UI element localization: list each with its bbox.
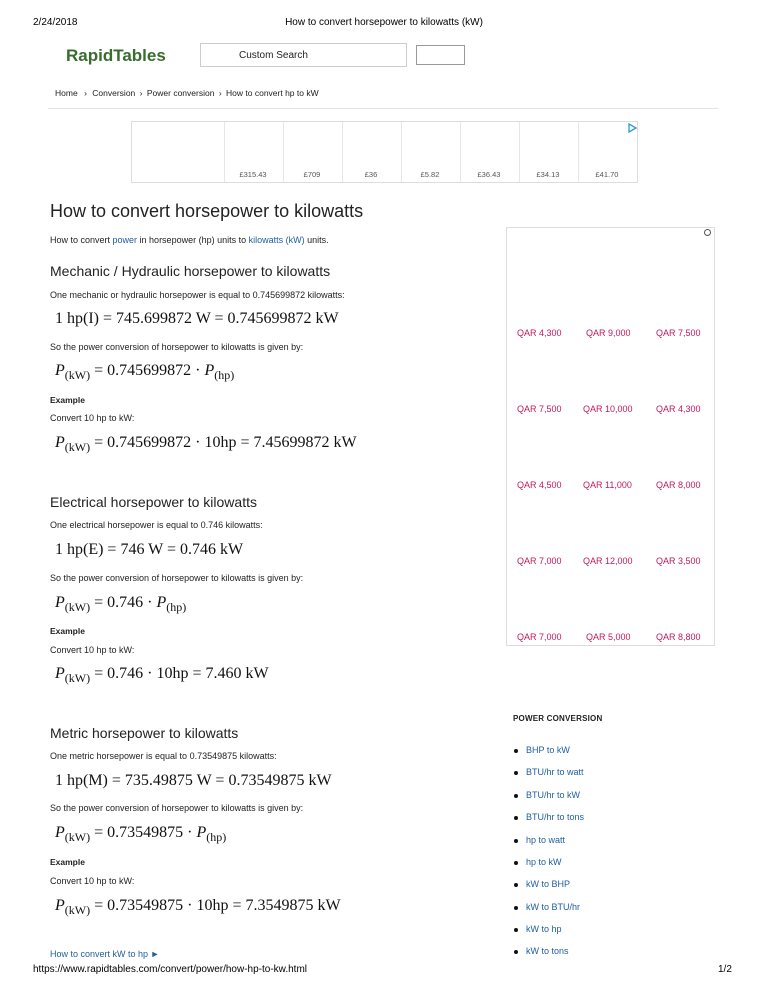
- sidebar-item-btu-hr-to-tons[interactable]: BTU/hr to tons: [526, 812, 585, 822]
- ad-price[interactable]: QAR 5,000: [586, 632, 631, 642]
- ad-price[interactable]: £36.43: [477, 170, 501, 179]
- breadcrumb-current: How to convert hp to kW: [226, 88, 319, 98]
- formula-symbol: P: [55, 362, 65, 379]
- ad-price[interactable]: QAR 4,300: [517, 328, 562, 338]
- adchoices-icon[interactable]: [627, 123, 637, 133]
- site-logo[interactable]: RapidTables: [66, 46, 166, 65]
- formula-subscript: (hp): [166, 600, 187, 614]
- ad-info-icon[interactable]: [704, 229, 711, 236]
- sidebar-item-kw-to-tons[interactable]: kW to tons: [526, 946, 569, 956]
- formula-text: = 0.745699872 · 10hp = 7.45699872 kW: [90, 434, 357, 451]
- ad-price[interactable]: £34.13: [536, 170, 560, 179]
- section-heading-electrical: Electrical horsepower to kilowatts: [50, 494, 257, 510]
- sidebar-item-kw-to-hp[interactable]: kW to hp: [526, 924, 562, 934]
- formula-symbol: P: [55, 594, 65, 611]
- formula-text: = 0.73549875 ·: [90, 824, 197, 841]
- formula-symbol: P: [204, 362, 215, 379]
- sidebar-item-btu-hr-to-kw[interactable]: BTU/hr to kW: [526, 790, 581, 800]
- sidebar-title: POWER CONVERSION: [513, 714, 603, 723]
- ad-price[interactable]: £315.43: [239, 170, 267, 179]
- intro-text: units.: [304, 235, 329, 245]
- definition-text: One metric horsepower is equal to 0.73549875 kilowatts:: [50, 751, 277, 761]
- ad-price[interactable]: £36: [364, 170, 378, 179]
- formula-symbol: P: [55, 665, 65, 682]
- breadcrumb: [55, 88, 319, 98]
- ad-price[interactable]: QAR 8,000: [656, 480, 701, 490]
- kilowatts-link[interactable]: kilowatts (kW): [248, 235, 305, 245]
- ad-price[interactable]: QAR 7,500: [517, 404, 562, 414]
- breadcrumb-power-conversion[interactable]: Power conversion: [146, 88, 215, 98]
- section-heading-metric: Metric horsepower to kilowatts: [50, 725, 239, 741]
- ad-price[interactable]: QAR 10,000: [583, 404, 633, 414]
- formula-symbol: P: [55, 434, 65, 451]
- conversion-text: So the power conversion of horsepower to kilowatts is given by:: [50, 803, 304, 813]
- formula-text: = 0.746 ·: [90, 594, 157, 611]
- sidebar-item-kw-to-btu-hr[interactable]: kW to BTU/hr: [526, 902, 581, 912]
- search-button[interactable]: [416, 45, 465, 65]
- definition-formula: 1 hp(E) = 746 W = 0.746 kW: [55, 541, 244, 558]
- formula-text: = 0.745699872 ·: [90, 362, 205, 379]
- formula-subscript: (hp): [206, 830, 227, 844]
- example-label: Example: [50, 395, 85, 405]
- print-url: https://www.rapidtables.com/convert/power/how-hp-to-kw.html: [33, 964, 307, 975]
- ad-price[interactable]: QAR 11,000: [583, 480, 632, 490]
- sidebar-item-btu-hr-to-watt[interactable]: BTU/hr to watt: [526, 767, 584, 777]
- breadcrumb-separator: ›: [218, 88, 222, 98]
- breadcrumb-separator: ›: [84, 88, 87, 98]
- power-link[interactable]: power: [112, 235, 138, 245]
- formula-subscript: (kW): [64, 600, 91, 614]
- sidebar-item-hp-to-watt[interactable]: hp to watt: [526, 835, 566, 845]
- formula-subscript: (kW): [64, 368, 91, 382]
- conversion-text: So the power conversion of horsepower to kilowatts is given by:: [50, 573, 304, 583]
- ad-price[interactable]: QAR 9,000: [586, 328, 631, 338]
- example-formula: [55, 434, 357, 455]
- example-text: Convert 10 hp to kW:: [50, 645, 135, 655]
- header-divider: [48, 108, 718, 109]
- definition-formula: 1 hp(M) = 735.49875 W = 0.73549875 kW: [55, 772, 332, 789]
- example-label: Example: [50, 857, 85, 867]
- ad-price[interactable]: QAR 7,500: [656, 328, 701, 338]
- breadcrumb-conversion[interactable]: Conversion: [92, 88, 136, 98]
- print-title: How to convert horsepower to kilowatts (kW): [285, 17, 483, 28]
- conversion-formula: [55, 824, 226, 845]
- formula-symbol: P: [196, 824, 207, 841]
- formula-subscript: (hp): [214, 368, 235, 382]
- intro-text: in horsepower (hp) units to: [137, 235, 249, 245]
- conversion-text: So the power conversion of horsepower to kilowatts is given by:: [50, 342, 304, 352]
- formula-subscript: (kW): [64, 671, 91, 685]
- formula-subscript: (kW): [64, 830, 91, 844]
- definition-text: One mechanic or hydraulic horsepower is equal to 0.745699872 kilowatts:: [50, 290, 345, 300]
- ad-price[interactable]: QAR 12,000: [583, 556, 633, 566]
- search-input[interactable]: Custom Search: [200, 43, 407, 67]
- formula-subscript: (kW): [64, 903, 91, 917]
- sidebar-item-hp-to-kw[interactable]: hp to kW: [526, 857, 562, 867]
- conversion-formula: [55, 594, 186, 615]
- definition-formula: 1 hp(I) = 745.699872 W = 0.745699872 kW: [55, 310, 339, 327]
- ad-price[interactable]: QAR 4,300: [656, 404, 701, 414]
- section-heading-mechanic: Mechanic / Hydraulic horsepower to kilowatts: [50, 263, 331, 279]
- breadcrumb-home[interactable]: Home: [55, 88, 78, 98]
- conversion-formula: [55, 362, 234, 383]
- definition-text: One electrical horsepower is equal to 0.746 kilowatts:: [50, 520, 263, 530]
- sidebar-item-kw-to-bhp[interactable]: kW to BHP: [526, 879, 571, 889]
- sidebar-item-bhp-to-kw[interactable]: BHP to kW: [526, 745, 570, 755]
- example-text: Convert 10 hp to kW:: [50, 876, 135, 886]
- next-article-link[interactable]: How to convert kW to hp ►: [50, 949, 160, 959]
- side-ad[interactable]: [506, 227, 715, 646]
- formula-subscript: (kW): [64, 440, 91, 454]
- example-label: Example: [50, 626, 85, 636]
- ad-price[interactable]: QAR 3,500: [656, 556, 701, 566]
- top-ad-banner[interactable]: [131, 121, 638, 183]
- ad-price[interactable]: £5.82: [420, 170, 440, 179]
- page-title: How to convert horsepower to kilowatts: [50, 201, 364, 221]
- ad-price[interactable]: £41.70: [595, 170, 619, 179]
- formula-text: = 0.73549875 · 10hp = 7.3549875 kW: [90, 897, 341, 914]
- ad-price[interactable]: £709: [303, 170, 321, 179]
- example-formula: [55, 665, 269, 686]
- example-text: Convert 10 hp to kW:: [50, 413, 135, 423]
- ad-price[interactable]: QAR 8,800: [656, 632, 701, 642]
- ad-price[interactable]: QAR 7,000: [517, 556, 562, 566]
- intro-text: How to convert: [50, 235, 113, 245]
- ad-price[interactable]: QAR 4,500: [517, 480, 562, 490]
- example-formula: [55, 897, 341, 918]
- ad-price[interactable]: QAR 7,000: [517, 632, 562, 642]
- formula-symbol: P: [55, 897, 65, 914]
- sidebar-list: [526, 745, 706, 965]
- intro-paragraph: [50, 235, 329, 245]
- print-date: 2/24/2018: [33, 17, 78, 28]
- formula-text: = 0.746 · 10hp = 7.460 kW: [90, 665, 269, 682]
- formula-symbol: P: [156, 594, 167, 611]
- print-page-number: 1/2: [718, 964, 732, 975]
- breadcrumb-separator: ›: [139, 88, 143, 98]
- formula-symbol: P: [55, 824, 65, 841]
